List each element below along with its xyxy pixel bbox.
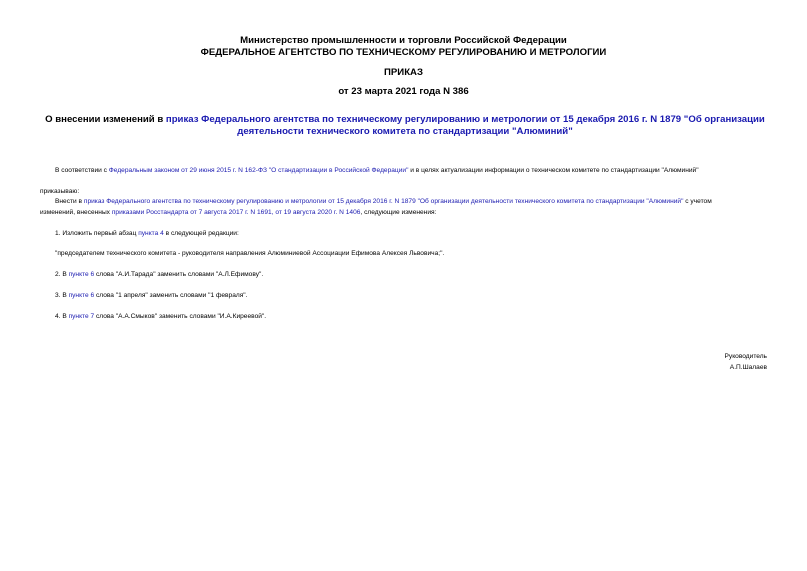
signature-name: А.П.Шалаев [729, 364, 767, 371]
agency-name: ФЕДЕРАЛЬНОЕ АГЕНТСТВО ПО ТЕХНИЧЕСКОМУ РЕГУЛИРОВАНИЮ И МЕТРОЛОГИИ [200, 47, 607, 58]
order-word: приказываю: [40, 188, 80, 195]
paragraph-amend-line1 [55, 197, 712, 206]
amend-prefix: Внести в [55, 198, 84, 205]
title-link-order-1879[interactable]: приказ Федерального агентства по техническому регулированию и метрологии от 15 декабря 2016 г. N 1879 "Об организации деятельности технического комитета по стандартизации "Алюминий" [165, 114, 765, 137]
item2-link[interactable]: пункте 6 [68, 271, 95, 278]
amend-suffix: с учетом [683, 198, 712, 205]
item4-link[interactable]: пункте 7 [68, 313, 95, 320]
item-1 [55, 229, 239, 238]
item4-suffix: слова "А.А.Смыков" заменить словами "И.А.Киреевой". [94, 313, 267, 320]
item-2 [55, 270, 263, 279]
item4-prefix: 4. В [55, 313, 69, 320]
basis-suffix: и в целях актуализации информации о техническом комитете по стандартизации "Алюминий" [408, 167, 699, 174]
item3-link[interactable]: пункте 6 [68, 292, 95, 299]
paragraph-basis [55, 166, 699, 175]
item1-suffix: в следующей редакции: [163, 230, 239, 237]
item1-prefix: 1. Изложить первый абзац [55, 230, 139, 237]
document-title [30, 114, 780, 138]
document-date-number: от 23 марта 2021 года N 386 [338, 86, 469, 97]
item-1-quote: "председателем технического комитета - руководителя направления Алюминиевой Ассоциации Ефимова Алексея Львовича;". [55, 250, 445, 257]
item3-prefix: 3. В [55, 292, 69, 299]
signature-position: Руководитель [724, 353, 767, 360]
basis-prefix: В соответствии с [55, 167, 109, 174]
item2-suffix: слова "А.И.Тарада" заменить словами "А.Л.Ефимову". [94, 271, 264, 278]
federal-law-link[interactable]: Федеральным законом от 29 июня 2015 г. N 162-ФЗ "О стандартизации в Российской Федерации" [108, 167, 409, 174]
rosstandart-orders-link[interactable]: приказами Росстандарта от 7 августа 2017 г. N 1691, от 19 августа 2020 г. N 1406 [111, 209, 361, 216]
amend2-prefix: изменений, внесенных [40, 209, 112, 216]
item-4 [55, 312, 266, 321]
amend2-suffix: , следующие изменения: [360, 209, 437, 216]
ministry-name: Министерство промышленности и торговли Российской Федерации [240, 35, 567, 46]
order-1879-link[interactable]: приказ Федерального агентства по техническому регулированию и метрологии от 15 декабря 2016 г. N 1879 "Об организации деятельности технического комитета по стандартизации "Алюминий" [83, 198, 684, 205]
item3-suffix: слова "1 апреля" заменить словами "1 февраля". [94, 292, 248, 299]
document-type: ПРИКАЗ [384, 67, 423, 78]
title-prefix: О внесении изменений в [45, 114, 166, 125]
item-3 [55, 291, 247, 300]
item1-link[interactable]: пункта 4 [138, 230, 164, 237]
paragraph-amend-line2 [40, 208, 436, 217]
item2-prefix: 2. В [55, 271, 69, 278]
